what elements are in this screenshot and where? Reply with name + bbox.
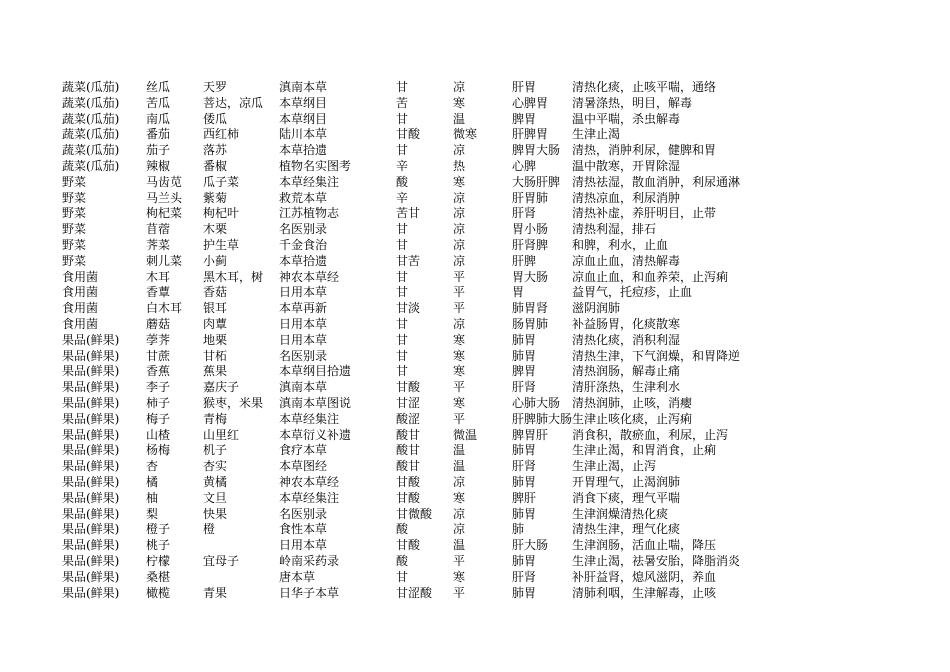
table-row	[62, 285, 772, 301]
food-name-cell: 马齿苋	[146, 174, 183, 189]
food-name-cell: 番茄	[146, 127, 171, 142]
source-cell: 唐本草	[279, 569, 316, 584]
taste-cell: 甘淡	[396, 301, 421, 316]
alias-cell	[203, 570, 279, 586]
nature-cell: 凉	[453, 253, 466, 268]
nature-cell: 寒	[453, 348, 466, 363]
food-name-cell: 橙子	[146, 522, 171, 537]
food-name-cell: 荠菜	[146, 237, 171, 252]
source-cell: 滇南本草	[279, 380, 328, 395]
alias-cell: 猴枣，米果	[203, 395, 264, 410]
meridian-cell: 肺胃	[512, 348, 537, 363]
alias-cell: 文旦	[203, 490, 228, 505]
taste-cell: 甘	[396, 364, 409, 379]
alias-cell: 护生草	[203, 237, 240, 252]
table-row	[62, 380, 772, 396]
alias-cell	[203, 538, 279, 554]
nature-cell: 凉	[453, 474, 466, 489]
table-row	[62, 396, 772, 412]
nature-cell: 平	[453, 411, 466, 426]
food-name-cell: 香蕈	[146, 285, 171, 300]
table-row	[62, 222, 772, 238]
meridian-cell: 肺	[512, 522, 525, 537]
meridian-cell: 心脾	[512, 158, 537, 173]
table-row	[62, 191, 772, 207]
taste-cell: 甘酸	[396, 490, 421, 505]
meridian-cell: 胃	[512, 285, 525, 300]
meridian-cell: 肺胃肾	[512, 301, 549, 316]
taste-cell: 甘	[396, 80, 409, 94]
alias-cell: 山里红	[203, 427, 240, 442]
category-cell: 食用菌	[62, 285, 99, 300]
alias-cell: 机子	[203, 443, 228, 458]
food-name-cell: 马兰头	[146, 190, 183, 205]
table-row	[62, 349, 772, 365]
taste-cell: 甘涩	[396, 395, 421, 410]
alias-cell: 橙	[203, 522, 216, 537]
table-row	[62, 428, 772, 444]
table-row	[62, 96, 772, 112]
taste-cell: 甘	[396, 316, 409, 331]
table-row	[62, 270, 772, 286]
category-cell: 果品(鲜果)	[62, 506, 120, 521]
alias-cell: 杏实	[203, 459, 228, 474]
table-row	[62, 254, 772, 270]
meridian-cell: 心肺大肠	[512, 395, 561, 410]
taste-cell: 甘酸	[396, 380, 421, 395]
effect-cell: 清热润肠，解毒止痛	[572, 364, 681, 379]
alias-cell: 黑木耳，树	[203, 269, 264, 284]
alias-cell: 青梅	[203, 411, 228, 426]
meridian-cell: 肝胃	[512, 80, 537, 94]
source-cell: 本草纲目拾遗	[279, 364, 352, 379]
taste-cell: 辛	[396, 190, 409, 205]
category-cell: 野菜	[62, 222, 87, 237]
category-cell: 蔬菜(瓜茄)	[62, 111, 120, 126]
taste-cell: 酸甘	[396, 443, 421, 458]
category-cell: 果品(鲜果)	[62, 474, 120, 489]
table-row	[62, 554, 772, 570]
nature-cell: 寒	[453, 364, 466, 379]
food-name-cell: 梨	[146, 506, 159, 521]
category-cell: 野菜	[62, 253, 87, 268]
meridian-cell: 肺胃	[512, 553, 537, 568]
meridian-cell: 脾肝	[512, 490, 537, 505]
nature-cell: 凉	[453, 222, 466, 237]
nature-cell: 凉	[453, 206, 466, 221]
source-cell: 滇南本草	[279, 80, 328, 94]
meridian-cell: 大肠肝脾	[512, 174, 561, 189]
alias-cell: 紫菊	[203, 190, 228, 205]
table-row	[62, 127, 772, 143]
nature-cell: 凉	[453, 316, 466, 331]
effect-cell: 清肺利咽，生津解毒，止咳	[572, 585, 717, 600]
effect-cell: 益胃气，托痘疹，止血	[572, 285, 693, 300]
meridian-cell: 脾胃大肠	[512, 143, 561, 158]
category-cell: 野菜	[62, 237, 87, 252]
category-cell: 果品(鲜果)	[62, 332, 120, 347]
category-cell: 野菜	[62, 206, 87, 221]
effect-cell: 和脾，利水，止血	[572, 237, 669, 252]
food-name-cell: 杏	[146, 459, 159, 474]
taste-cell: 甘	[396, 222, 409, 237]
table-row	[62, 112, 772, 128]
effect-cell: 补肝益肾，熄风滋阴，养血	[572, 569, 717, 584]
category-cell: 野菜	[62, 190, 87, 205]
alias-cell: 香菇	[203, 285, 228, 300]
meridian-cell: 肺胃	[512, 443, 537, 458]
source-cell: 本草经集注	[279, 411, 340, 426]
food-name-cell: 刺儿菜	[146, 253, 183, 268]
category-cell: 果品(鲜果)	[62, 553, 120, 568]
taste-cell: 甘酸	[396, 538, 421, 553]
source-cell: 救荒本草	[279, 190, 328, 205]
alias-cell: 倭瓜	[203, 111, 228, 126]
meridian-cell: 肺胃	[512, 474, 537, 489]
nature-cell: 凉	[453, 237, 466, 252]
taste-cell: 酸甘	[396, 427, 421, 442]
food-name-cell: 杨梅	[146, 443, 171, 458]
source-cell: 本草经集注	[279, 490, 340, 505]
table-row	[62, 143, 772, 159]
category-cell: 果品(鲜果)	[62, 585, 120, 600]
table-row	[62, 175, 772, 191]
source-cell: 岭南采药录	[279, 553, 340, 568]
alias-cell: 甘柘	[203, 348, 228, 363]
category-cell: 果品(鲜果)	[62, 569, 120, 584]
effect-cell: 清热化痰，止咳平喘，通络	[572, 80, 717, 94]
category-cell: 果品(鲜果)	[62, 380, 120, 395]
taste-cell: 酸	[396, 522, 409, 537]
table-row	[62, 522, 772, 538]
effect-cell: 清热补虚，养肝明目，止带	[572, 206, 717, 221]
nature-cell: 寒	[453, 95, 466, 110]
meridian-cell: 肝肾	[512, 569, 537, 584]
table-row	[62, 475, 772, 491]
taste-cell: 甘	[396, 569, 409, 584]
meridian-cell: 胃小肠	[512, 222, 549, 237]
effect-cell: 清肝涤热，生津利水	[572, 380, 681, 395]
effect-cell: 清热利湿，排石	[572, 222, 657, 237]
taste-cell: 甘	[396, 348, 409, 363]
alias-cell: 蕉果	[203, 364, 228, 379]
category-cell: 果品(鲜果)	[62, 348, 120, 363]
source-cell: 日华子本草	[279, 585, 340, 600]
food-name-cell: 香蕉	[146, 364, 171, 379]
food-name-cell: 李子	[146, 380, 171, 395]
source-cell: 名医别录	[279, 506, 328, 521]
alias-cell: 番椒	[203, 158, 228, 173]
source-cell: 食疗本草	[279, 443, 328, 458]
source-cell: 神农本草经	[279, 269, 340, 284]
alias-cell: 瓜子菜	[203, 174, 240, 189]
alias-cell: 银耳	[203, 301, 228, 316]
effect-cell: 开胃理气，止渴润肺	[572, 474, 681, 489]
alias-cell: 嘉庆子	[203, 380, 240, 395]
meridian-cell: 肝脾	[512, 253, 537, 268]
meridian-cell: 肠胃肺	[512, 316, 549, 331]
source-cell: 日用本草	[279, 316, 328, 331]
nature-cell: 平	[453, 301, 466, 316]
effect-cell: 凉血止血，和血养荣，止泻痢	[572, 269, 729, 284]
nature-cell: 凉	[453, 80, 466, 94]
food-name-cell: 苜蓿	[146, 222, 171, 237]
category-cell: 蔬菜(瓜茄)	[62, 158, 120, 173]
effect-cell: 清热祛湿，散血消肿，利尿通淋	[572, 174, 741, 189]
taste-cell: 甘苦	[396, 253, 421, 268]
nature-cell: 平	[453, 269, 466, 284]
meridian-cell: 脾胃	[512, 364, 537, 379]
food-name-cell: 荸荠	[146, 332, 171, 347]
table-row	[62, 412, 772, 428]
nature-cell: 凉	[453, 143, 466, 158]
taste-cell: 甘	[396, 285, 409, 300]
source-cell: 千金食治	[279, 237, 328, 252]
food-name-cell: 苦瓜	[146, 95, 171, 110]
meridian-cell: 肺胃	[512, 332, 537, 347]
category-cell: 食用菌	[62, 301, 99, 316]
taste-cell: 甘	[396, 143, 409, 158]
effect-cell: 生津止渴，祛暑安胎，降脂消炎	[572, 553, 741, 568]
taste-cell: 甘	[396, 237, 409, 252]
nature-cell: 寒	[453, 395, 466, 410]
source-cell: 日用本草	[279, 538, 328, 553]
category-cell: 蔬菜(瓜茄)	[62, 143, 120, 158]
nature-cell: 寒	[453, 569, 466, 584]
meridian-cell: 肝大肠	[512, 538, 549, 553]
alias-cell: 肉蕈	[203, 316, 228, 331]
nature-cell: 温	[453, 111, 466, 126]
source-cell: 陆川本草	[279, 127, 328, 142]
source-cell: 神农本草经	[279, 474, 340, 489]
table-body	[62, 80, 772, 601]
meridian-cell: 胃大肠	[512, 269, 549, 284]
taste-cell: 酸甘	[396, 459, 421, 474]
effect-cell: 生津止咳化痰，止泻痢	[572, 411, 693, 426]
effect-cell: 凉血止血，清热解毒	[572, 253, 681, 268]
source-cell: 本草拾遗	[279, 253, 328, 268]
table-row	[62, 507, 772, 523]
meridian-cell: 脾胃肝	[512, 427, 549, 442]
nature-cell: 平	[453, 285, 466, 300]
category-cell: 蔬菜(瓜茄)	[62, 80, 120, 94]
source-cell: 本草图经	[279, 459, 328, 474]
table-row	[62, 586, 772, 602]
effect-cell: 清热润肺，止咳，消瘿	[572, 395, 693, 410]
effect-cell: 温中散寒，开胃除湿	[572, 158, 681, 173]
nature-cell: 寒	[453, 490, 466, 505]
food-name-cell: 木耳	[146, 269, 171, 284]
alias-cell: 小蓟	[203, 253, 228, 268]
food-name-cell: 茄子	[146, 143, 171, 158]
food-name-cell: 桑椹	[146, 569, 171, 584]
nature-cell: 平	[453, 585, 466, 600]
table-row	[62, 301, 772, 317]
source-cell: 日用本草	[279, 332, 328, 347]
alias-cell: 青果	[203, 585, 228, 600]
alias-cell: 天罗	[203, 80, 228, 94]
food-name-cell: 桃子	[146, 538, 171, 553]
food-name-cell: 枸杞菜	[146, 206, 183, 221]
category-cell: 果品(鲜果)	[62, 459, 120, 474]
food-name-cell: 柠檬	[146, 553, 171, 568]
effect-cell: 生津止渴	[572, 127, 621, 142]
taste-cell: 苦	[396, 95, 409, 110]
taste-cell: 甘酸	[396, 474, 421, 489]
food-name-cell: 辣椒	[146, 158, 171, 173]
table-row	[62, 570, 772, 586]
taste-cell: 甘酸	[396, 127, 421, 142]
food-name-cell: 梅子	[146, 411, 171, 426]
nature-cell: 凉	[453, 506, 466, 521]
meridian-cell: 肝肾	[512, 206, 537, 221]
effect-cell: 生津润肠，活血止喘，降压	[572, 538, 717, 553]
source-cell: 本草再新	[279, 301, 328, 316]
table-row	[62, 80, 772, 96]
source-cell: 日用本草	[279, 285, 328, 300]
source-cell: 植物名实图考	[279, 158, 352, 173]
taste-cell: 酸涩	[396, 411, 421, 426]
alias-cell: 西红柿	[203, 127, 240, 142]
alias-cell: 枸杞叶	[203, 206, 240, 221]
food-name-cell: 柚	[146, 490, 159, 505]
effect-cell: 清暑涤热，明目，解毒	[572, 95, 693, 110]
meridian-cell: 肝肾	[512, 459, 537, 474]
source-cell: 江苏植物志	[279, 206, 340, 221]
table-row	[62, 491, 772, 507]
nature-cell: 凉	[453, 190, 466, 205]
meridian-cell: 肝肾脾	[512, 237, 549, 252]
effect-cell: 滋阴润肺	[572, 301, 621, 316]
alias-cell: 木栗	[203, 222, 228, 237]
category-cell: 蔬菜(瓜茄)	[62, 127, 120, 142]
category-cell: 蔬菜(瓜茄)	[62, 95, 120, 110]
food-name-cell: 橄榄	[146, 585, 171, 600]
source-cell: 本草纲目	[279, 111, 328, 126]
table-row	[62, 364, 772, 380]
effect-cell: 生津止渴，和胃消食，止痢	[572, 443, 717, 458]
alias-cell: 落苏	[203, 143, 228, 158]
nature-cell: 温	[453, 538, 466, 553]
food-property-table	[62, 80, 772, 601]
effect-cell: 生津润燥清热化痰	[572, 506, 669, 521]
source-cell: 名医别录	[279, 222, 328, 237]
nature-cell: 平	[453, 380, 466, 395]
source-cell: 名医别录	[279, 348, 328, 363]
nature-cell: 平	[453, 553, 466, 568]
category-cell: 食用菌	[62, 269, 99, 284]
table-row	[62, 333, 772, 349]
meridian-cell: 肺胃	[512, 585, 537, 600]
nature-cell: 热	[453, 158, 466, 173]
category-cell: 果品(鲜果)	[62, 443, 120, 458]
table-row	[62, 459, 772, 475]
table-row	[62, 238, 772, 254]
category-cell: 果品(鲜果)	[62, 395, 120, 410]
taste-cell: 甘	[396, 111, 409, 126]
alias-cell: 菩达，凉瓜	[203, 95, 264, 110]
category-cell: 果品(鲜果)	[62, 538, 120, 553]
effect-cell: 温中平喘，杀虫解毒	[572, 111, 681, 126]
taste-cell: 苦甘	[396, 206, 421, 221]
category-cell: 果品(鲜果)	[62, 411, 120, 426]
category-cell: 果品(鲜果)	[62, 522, 120, 537]
source-cell: 滇南本草图说	[279, 395, 352, 410]
taste-cell: 甘	[396, 332, 409, 347]
food-name-cell: 丝瓜	[146, 80, 171, 94]
meridian-cell: 心脾胃	[512, 95, 549, 110]
table-row	[62, 443, 772, 459]
source-cell: 食性本草	[279, 522, 328, 537]
nature-cell: 温	[453, 443, 466, 458]
category-cell: 果品(鲜果)	[62, 490, 120, 505]
meridian-cell: 肺胃	[512, 506, 537, 521]
food-name-cell: 橘	[146, 474, 159, 489]
source-cell: 本草拾遗	[279, 143, 328, 158]
taste-cell: 辛	[396, 158, 409, 173]
table-row	[62, 538, 772, 554]
food-name-cell: 南瓜	[146, 111, 171, 126]
alias-cell: 黄橘	[203, 474, 228, 489]
effect-cell: 消食积，散瘀血，利尿，止泻	[572, 427, 729, 442]
food-name-cell: 白木耳	[146, 301, 183, 316]
table-row	[62, 159, 772, 175]
source-cell: 本草经集注	[279, 174, 340, 189]
taste-cell: 酸	[396, 174, 409, 189]
effect-cell: 补益肠胃，化痰散寒	[572, 316, 681, 331]
effect-cell: 清热凉血，利尿消肿	[572, 190, 681, 205]
meridian-cell: 肝肾	[512, 380, 537, 395]
alias-cell: 宜母子	[203, 553, 240, 568]
category-cell: 果品(鲜果)	[62, 364, 120, 379]
meridian-cell: 肝脾肺大肠	[512, 411, 573, 426]
effect-cell: 清热生津，下气润燥，和胃降逆	[572, 348, 741, 363]
taste-cell: 甘涩酸	[396, 585, 433, 600]
table-row	[62, 206, 772, 222]
effect-cell: 消食下痰，理气平喘	[572, 490, 681, 505]
nature-cell: 微寒	[453, 127, 478, 142]
meridian-cell: 肝胃肺	[512, 190, 549, 205]
effect-cell: 生津止渴，止泻	[572, 459, 657, 474]
meridian-cell: 肝脾胃	[512, 127, 549, 142]
effect-cell: 清热，消肿利尿，健脾和胃	[572, 143, 717, 158]
taste-cell: 甘	[396, 269, 409, 284]
category-cell: 野菜	[62, 174, 87, 189]
nature-cell: 凉	[453, 522, 466, 537]
nature-cell: 微温	[453, 427, 478, 442]
category-cell: 食用菌	[62, 316, 99, 331]
food-name-cell: 柿子	[146, 395, 171, 410]
alias-cell: 地栗	[203, 332, 228, 347]
taste-cell: 甘微酸	[396, 506, 433, 521]
food-name-cell: 蘑菇	[146, 316, 171, 331]
alias-cell: 快果	[203, 506, 228, 521]
source-cell: 本草衍义补遗	[279, 427, 352, 442]
table-row	[62, 317, 772, 333]
effect-cell: 清热化痰，消积利湿	[572, 332, 681, 347]
nature-cell: 寒	[453, 332, 466, 347]
source-cell: 本草纲目	[279, 95, 328, 110]
taste-cell: 酸	[396, 553, 409, 568]
food-name-cell: 甘蔗	[146, 348, 171, 363]
nature-cell: 温	[453, 459, 466, 474]
effect-cell: 清热生津，理气化痰	[572, 522, 681, 537]
food-name-cell: 山楂	[146, 427, 171, 442]
category-cell: 果品(鲜果)	[62, 427, 120, 442]
nature-cell: 寒	[453, 174, 466, 189]
meridian-cell: 脾胃	[512, 111, 537, 126]
